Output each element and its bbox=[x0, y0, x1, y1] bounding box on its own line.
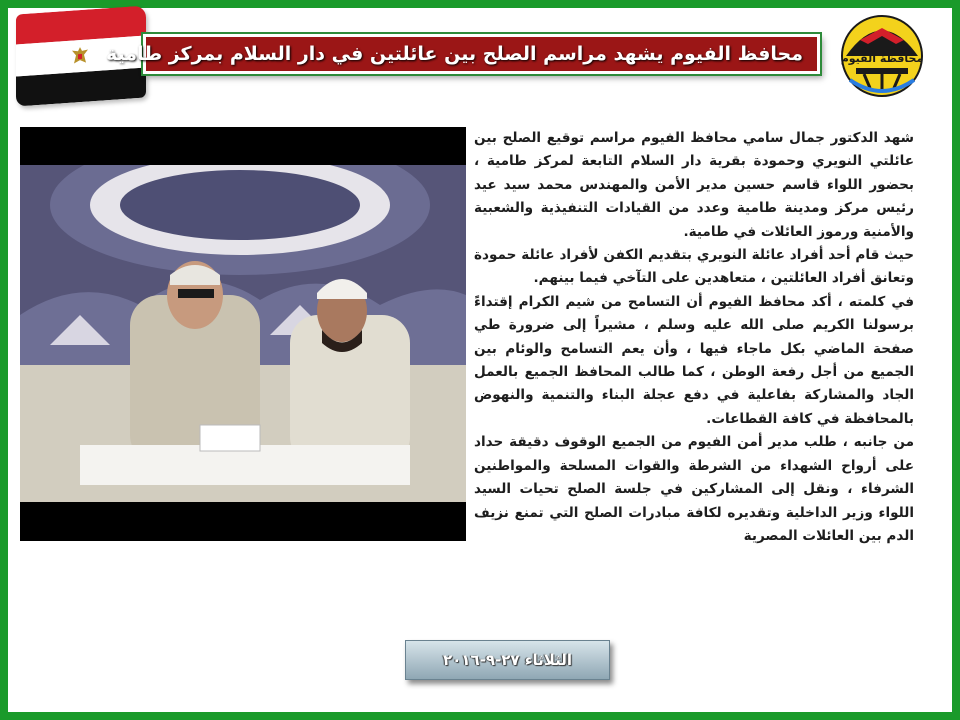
date-badge bbox=[405, 640, 610, 680]
article-body bbox=[474, 127, 914, 548]
fayoum-governorate-logo bbox=[836, 10, 928, 102]
event-photo bbox=[20, 127, 466, 541]
reconciliation-meeting-image bbox=[20, 165, 466, 502]
logo-text: محافظة الفيوم bbox=[840, 52, 924, 65]
eagle-emblem-icon bbox=[68, 45, 92, 69]
headline-banner bbox=[106, 34, 820, 74]
article-paragraph: من جانبه ، طلب مدير أمن الفيوم من الجميع الوقوف دقيقة حداد على أرواح الشهداء من الشرطة والقوات المسلحة والمواطنين الشرفاء ، ونقل إلى المشاركين في جلسة الصلح تحيات السيد اللواء وزير الداخلية وتقديره لكافة مبادرات الصلح التي تمنع نزيف الدم بين العائلات المصرية bbox=[474, 434, 914, 544]
article-paragraph: في كلمته ، أكد محافظ الفيوم أن التسامح من شيم الكرام إقتداءً برسولنا الكريم صلى الله عليه وسلم ، مشيراً إلى ضرورة طي صفحة الماضي بكل ماجاء فيها ، وأن يعم التسامح والوئام بين الجميع من أجل رفعة الوطن ، كما طالب المحافظ الجميع بالعمل الجاد والمشاركة بفاعلية في دفع عجلة البناء والتنمية والنهوض بالمحافظة في كافة القطاعات. bbox=[474, 293, 914, 427]
date-text: الثلاثاء ٢٧-٩-٢٠١٦ bbox=[442, 651, 572, 669]
article-paragraph: شهد الدكتور جمال سامي محافظ الفيوم مراسم توقيع الصلح بين عائلتي النويري وحمودة بقرية دار السلام التابعة لمركز طامية ، بحضور اللواء قاسم حسين مدير الأمن والمهندس محمد سيد عيد رئيس مركز ومدينة طامية وعدد من القيادات التنفيذية والشعبية والأمنية ورموز العائلات في طامية. bbox=[474, 130, 914, 240]
headline-title: محافظ الفيوم يشهد مراسم الصلح بين عائلتين في دار السلام بمركز طامية bbox=[106, 43, 803, 65]
article-paragraph: حيث قام أحد أفراد عائلة النويري بتقديم الكفن لأفراد عائلة حمودة وتعانق أفراد العائلتين ، متعاهدين على التآخي فيما بينهم. bbox=[474, 247, 914, 287]
